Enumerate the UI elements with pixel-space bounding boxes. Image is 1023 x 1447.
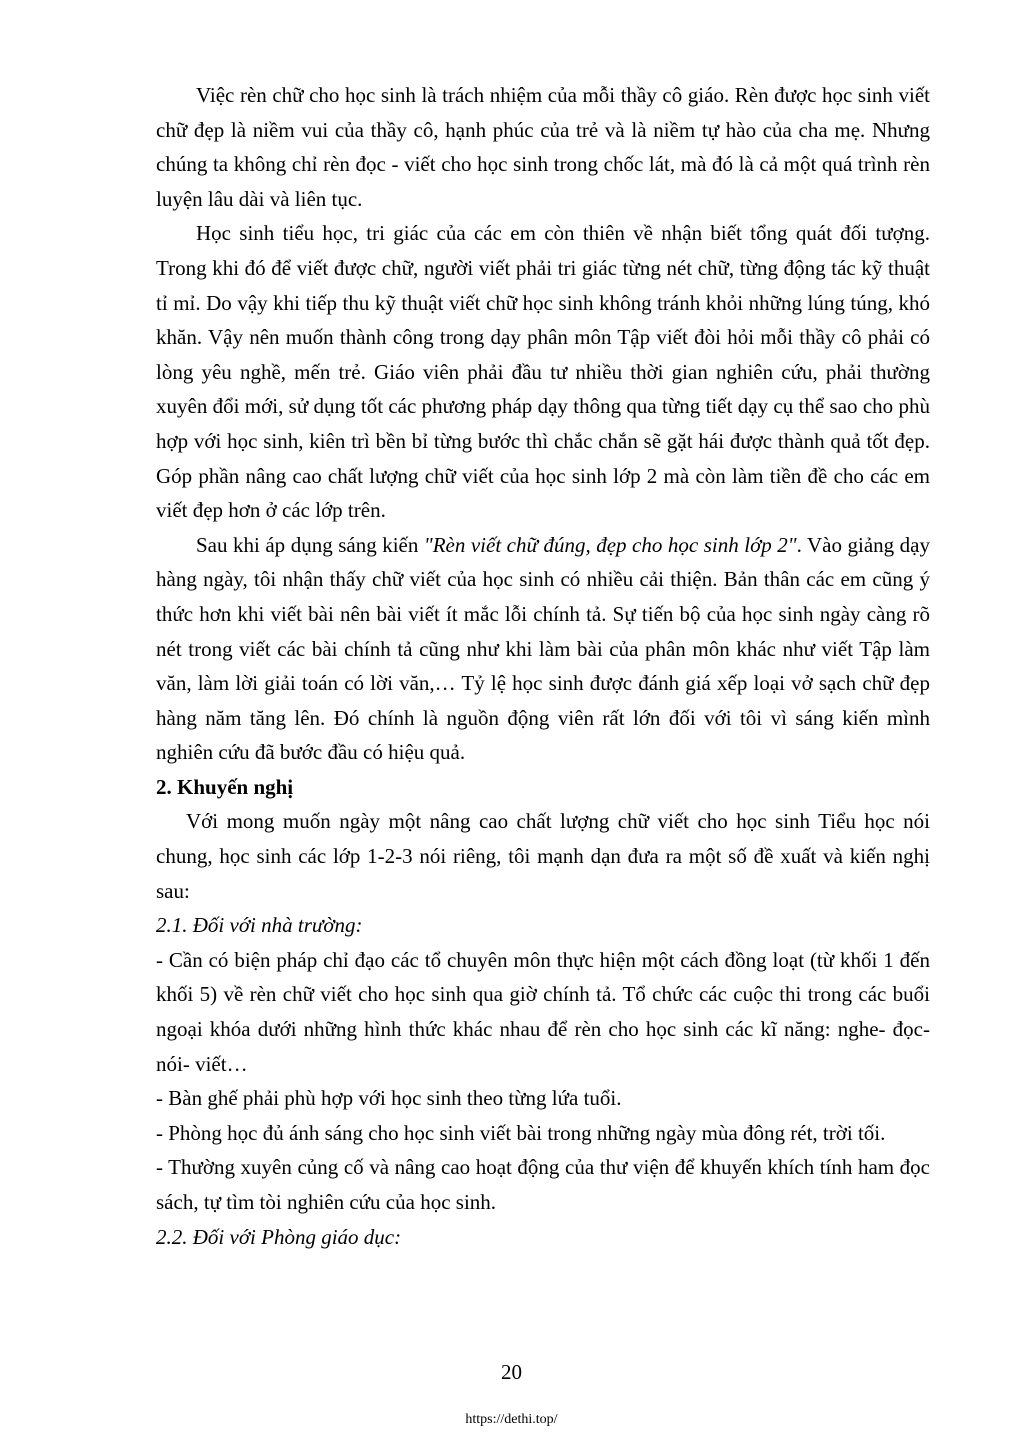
paragraph-1: Việc rèn chữ cho học sinh là trách nhiệm của mỗi thầy cô giáo. Rèn được học sinh viết chữ đẹp là niềm vui của thầy cô, hạnh phúc của trẻ và là niềm tự hào của cha mẹ. Nhưng chúng ta không chỉ rèn đọc - viết cho học sinh trong chốc lát, mà đó là cả một quá trình rèn luyện lâu dài và liên tục. <box>156 83 930 211</box>
subheading-education-office: 2.2. Đối với Phòng giáo dục: <box>156 1224 402 1249</box>
paragraph-3-body: . Vào giảng dạy hàng ngày, tôi nhận thấy chữ viết của học sinh có nhiều cải thiện. Bản thân các em cũng ý thức hơn khi viết bài nên bài viết ít mắc lỗi chính tả. Sự tiến bộ của học sinh ngày càng rõ nét trong viết các bài chính tả cũng như khi làm bài của phân môn khác như viết Tập làm văn, làm lời giải toán có lời văn,… Tỷ lệ học sinh được đánh giá xếp loại vở sạch chữ đẹp hàng năm tăng lên. Đó chính là nguồn động viên rất lớn đối với tôi vì sáng kiến mình nghiên cứu đã bước đầu có hiệu quả. <box>156 532 930 765</box>
paragraph-3 <box>156 528 930 770</box>
paragraph-2: Học sinh tiểu học, tri giác của các em còn thiên về nhận biết tổng quát đối tượng. Trong khi đó để viết được chữ, người viết phải tri giác từng nét chữ, từng động tác kỹ thuật tỉ mỉ. Do vậy khi tiếp thu kỹ thuật viết chữ học sinh không tránh khỏi những lúng túng, khó khăn. Vậy nên muốn thành công trong dạy phân môn Tập viết đòi hỏi mỗi thầy cô phải có lòng yêu nghề, mến trẻ. Giáo viên phải đầu tư nhiều thời gian nghiên cứu, phải thường xuyên đổi mới, sử dụng tốt các phương pháp dạy thông qua từng tiết dạy cụ thể sao cho phù hợp với học sinh, kiên trì bền bỉ từng bước thì chắc chắn sẽ gặt hái được thành quả tốt đẹp. Góp phần nâng cao chất lượng chữ viết của học sinh lớp 2 mà còn làm tiền đề cho các em viết đẹp hơn ở các lớp trên. <box>156 221 930 523</box>
list-item: - Phòng học đủ ánh sáng cho học sinh viết bài trong những ngày mùa đông rét, trời tối. <box>156 1120 886 1145</box>
paragraph-4: Với mong muốn ngày một nâng cao chất lượng chữ viết cho học sinh Tiểu học nói chung, học sinh các lớp 1-2-3 nói riêng, tôi mạnh dạn đưa ra một số đề xuất và kiến nghị sau: <box>156 809 930 903</box>
footer-url: https://dethi.top/ <box>465 1412 558 1427</box>
list-item: - Thường xuyên củng cố và nâng cao hoạt động của thư viện để khuyến khích tính ham đọc sách, tự tìm tòi nghiên cứu của học sinh. <box>156 1155 930 1214</box>
list-item: - Bàn ghế phải phù hợp với học sinh theo từng lứa tuổi. <box>156 1086 622 1111</box>
section-heading-recommendations: 2. Khuyến nghị <box>156 774 294 799</box>
document-body <box>156 78 930 1254</box>
paragraph-3-intro: Sau khi áp dụng sáng kiến <box>196 532 424 557</box>
list-item: - Cần có biện pháp chỉ đạo các tổ chuyên môn thực hiện một cách đồng loạt (từ khối 1 đến khối 5) về rèn chữ viết cho học sinh qua giờ chính tả. Tổ chức các cuộc thi trong các buổi ngoại khóa dưới những hình thức khác nhau để rèn cho học sinh các kĩ năng: nghe- đọc- nói- viết… <box>156 947 930 1076</box>
page-number: 20 <box>501 1360 522 1384</box>
initiative-title: "Rèn viết chữ đúng, đẹp cho học sinh lớp 2" <box>423 532 797 557</box>
subheading-school: 2.1. Đối với nhà trường: <box>156 913 363 938</box>
